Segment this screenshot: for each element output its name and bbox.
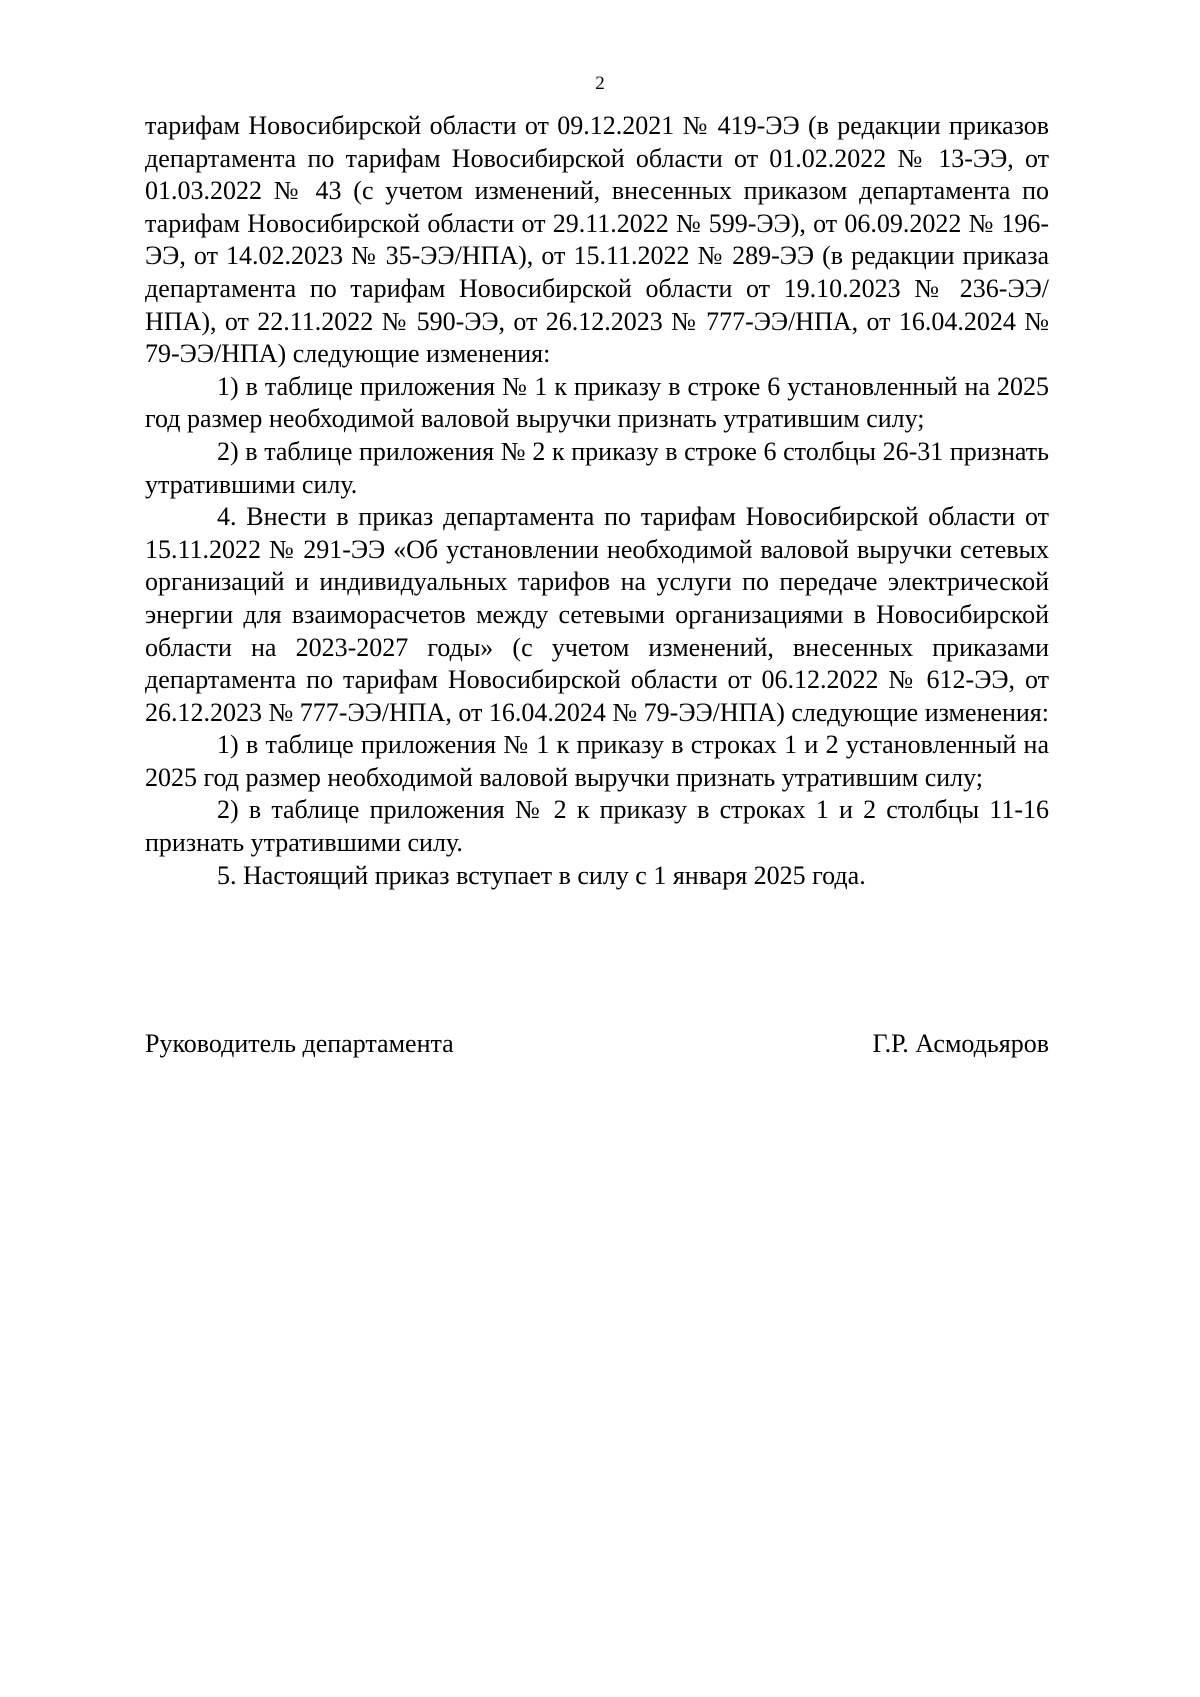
page-number: 2 [595,73,605,94]
paragraph-item-1: 1) в таблице приложения № 1 к приказу в строке 6 установленный на 2025 год размер необходимой валовой выручки признать утратившим силу; [145,371,1049,434]
paragraph-section-4-item-1: 1) в таблице приложения № 1 к приказу в строках 1 и 2 установленный на 2025 год размер необходимой валовой выручки признать утратившим силу; [145,730,1049,792]
paragraph-continuation: тарифам Новосибирской области от 09.12.2021 № 419-ЭЭ (в редакции приказов департамента по тарифам Новосибирской области от 01.02.2022 № 13-ЭЭ, от 01.03.2022 № 43 (с учетом изменений, внесенных приказом департамента по тарифам Новосибирской области от 29.11.2022 № 599-ЭЭ), от 06.09.2022 № 196-ЭЭ, от 14.02.2023 № 35-ЭЭ/НПА), от 15.11.2022 № 289-ЭЭ (в редакции приказа департамента по тарифам Новосибирской области от 19.10.2023 № 236-ЭЭ/НПА), от 22.11.2022 № 590-ЭЭ, от 26.12.2023 № 777-ЭЭ/НПА, от 16.04.2024 № 79-ЭЭ/НПА) следующие изменения: [145,111,1049,369]
paragraph-item-2: 2) в таблице приложения № 2 к приказу в строке 6 столбцы 26-31 признать утратившими силу. [145,436,1049,499]
signatory-position: Руководитель департамента [145,1029,454,1058]
signatory-name: Г.Р. Асмодьяров [872,1029,1049,1058]
paragraph-section-5: 5. Настоящий приказ вступает в силу с 1 января 2025 года. [217,860,866,890]
signature-block [145,1028,1049,1061]
paragraph-section-4: 4. Внести в приказ департамента по тарифам Новосибирской области от 15.11.2022 № 291-ЭЭ «Об установлении необходимой валовой выручки сетевых организаций и индивидуальных тарифов на услуги по передаче электрической энергии для взаиморасчетов между сетевыми организациями в Новосибирской области на 2023-2027 годы» (с учетом изменений, внесенных приказами департамента по тарифам Новосибирской области от 06.12.2022 № 612-ЭЭ, от 26.12.2023 № 777-ЭЭ/НПА, от 16.04.2024 № 79-ЭЭ/НПА) следующие изменения: [145,502,1049,727]
document-body [145,110,1049,892]
paragraph-section-4-item-2: 2) в таблице приложения № 2 к приказу в строках 1 и 2 столбцы 11-16 признать утратившими силу. [145,795,1049,858]
